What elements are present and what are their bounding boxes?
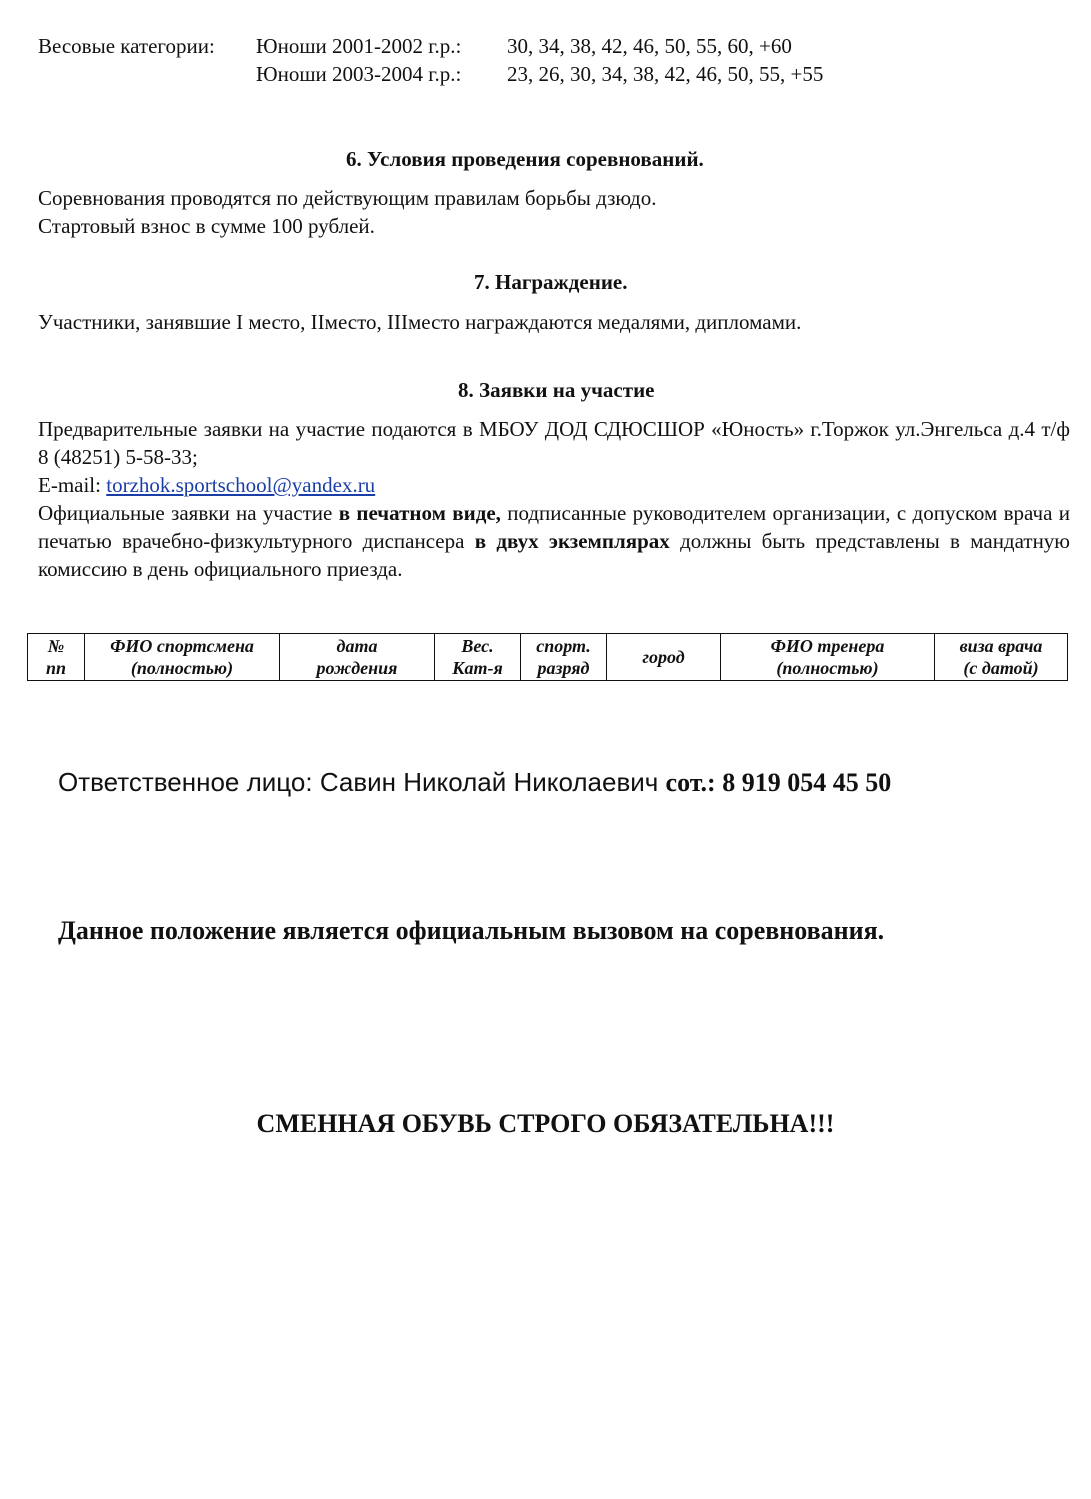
section7-line1: Участники, занявшие I место, IIместо, IIIместо награждаются медалями, дипломами. <box>38 310 802 334</box>
header-weight-category: Вес. Кат-я <box>435 634 521 681</box>
weights-label: Весовые категории: <box>38 34 215 58</box>
shoes-notice: СМЕННАЯ ОБУВЬ СТРОГО ОБЯЗАТЕЛЬНА!!! <box>256 1109 835 1138</box>
section8-official-paragraph <box>38 499 1070 583</box>
official-call-notice: Данное положение является официальным вызовом на соревнования. <box>58 916 885 945</box>
contact-label: Ответственное лицо: Савин Николай Николаевич <box>58 767 666 797</box>
email-line <box>38 471 375 499</box>
header-coach-name: ФИО тренера (полностью) <box>721 634 935 681</box>
section6-line1: Соревнования проводятся по действующим правилам борьбы дзюдо. <box>38 186 657 210</box>
weights-group2-name: Юноши 2003-2004 г.р.: <box>256 62 462 86</box>
official-text-a: Официальные заявки на участие <box>38 501 339 525</box>
email-label: E-mail: <box>38 473 107 497</box>
header-sport-rank: спорт. разряд <box>521 634 607 681</box>
weights-group1-name: Юноши 2001-2002 г.р.: <box>256 34 462 58</box>
header-doctor-visa: виза врача (с датой) <box>935 634 1068 681</box>
official-text-c: подписанные руководителем организации, с допуском врача и печатью врачебно-физкультурного диспансера <box>38 501 1070 553</box>
section8-prelim-paragraph: Предварительные заявки на участие подаются в МБОУ ДОД СДЮСШОР «Юность» г.Торжок ул.Энгельса д.4 т/ф 8 (48251) 5-58-33; <box>38 417 1070 469</box>
header-athlete-name: ФИО спортсмена (полностью) <box>85 634 280 681</box>
section6-line2: Стартовый взнос в сумме 100 рублей. <box>38 214 375 238</box>
weights-group1-values: 30, 34, 38, 42, 46, 50, 55, 60, +60 <box>507 34 792 58</box>
header-number: № пп <box>28 634 85 681</box>
section6-title: 6. Условия проведения соревнований. <box>346 147 704 171</box>
header-city: город <box>607 634 721 681</box>
weights-group2-values: 23, 26, 30, 34, 38, 42, 46, 50, 55, +55 <box>507 62 824 86</box>
application-table <box>27 633 1068 681</box>
email-link[interactable]: torzhok.sportschool@yandex.ru <box>106 473 376 497</box>
official-text-e: должны быть представлены в мандатную комиссию в день официального приезда. <box>38 529 1070 581</box>
section7-title: 7. Награждение. <box>474 270 628 294</box>
header-birth-date: дата рождения <box>280 634 435 681</box>
contact-phone: сот.: 8 919 054 45 50 <box>665 768 892 797</box>
official-text-two-copies: в двух экземплярах <box>474 529 670 553</box>
table-header-row <box>28 634 1068 681</box>
official-text-printed: в печатном виде, <box>338 501 501 525</box>
section8-title: 8. Заявки на участие <box>458 378 655 402</box>
contact-line <box>58 766 891 799</box>
